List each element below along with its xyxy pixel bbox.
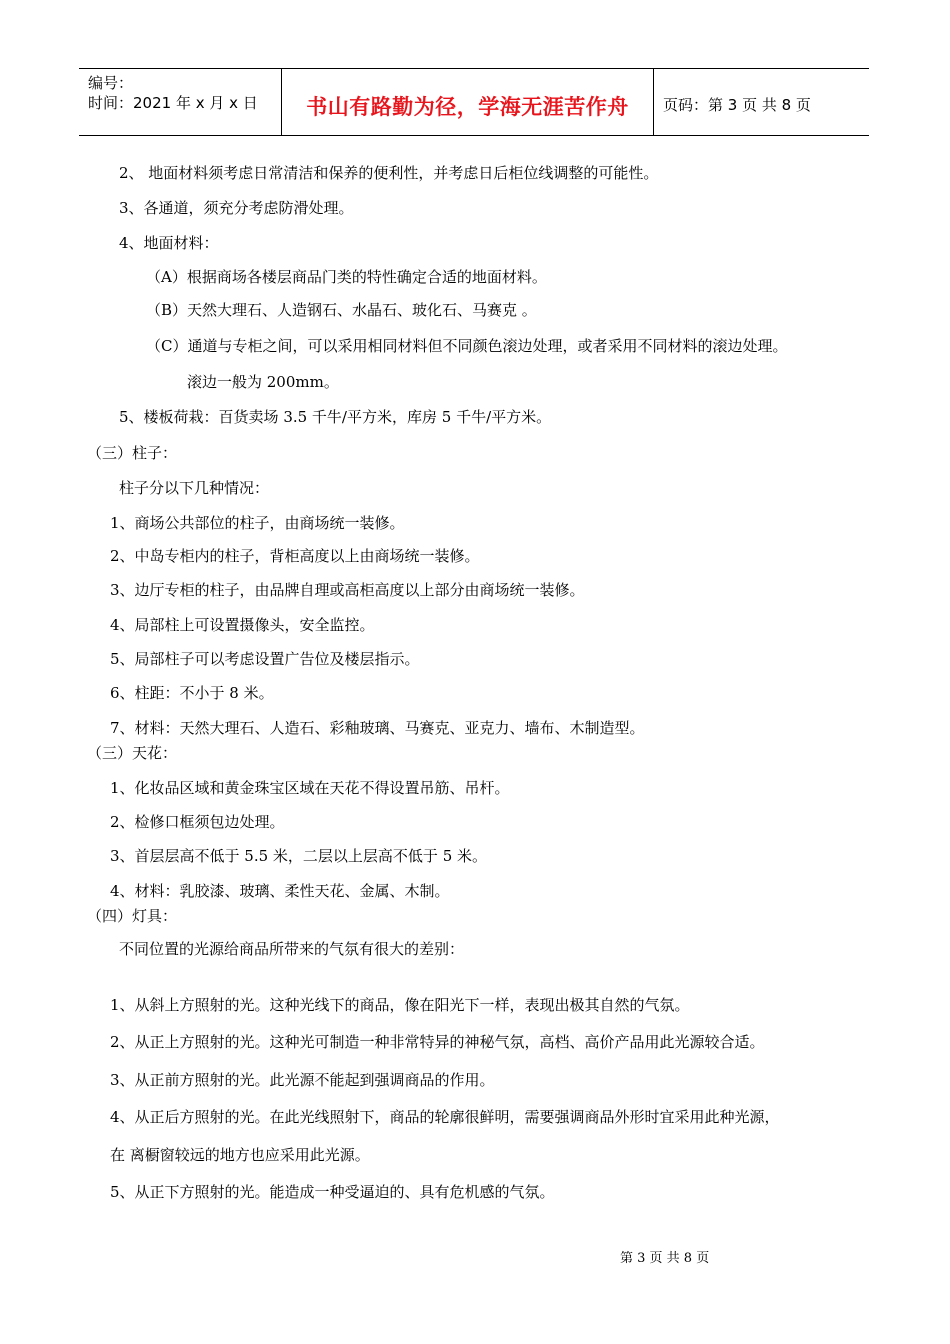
text-line: 7、材料：天然大理石、人造石、彩釉玻璃、马赛克、亚克力、墙布、木制造型。 bbox=[110, 719, 645, 737]
text-line: 4、地面材料： bbox=[119, 234, 219, 252]
time-label: 时间：2021 年 x 月 x 日 bbox=[88, 94, 258, 112]
text-line: 5、楼板荷栽：百货卖场 3.5 千牛/平方米，库房 5 千牛/平方米。 bbox=[119, 408, 552, 426]
header-page-cell bbox=[654, 69, 869, 135]
section-heading: （三）天花： bbox=[87, 744, 178, 762]
text-line: （A）根据商场各楼层商品门类的特性确定合适的地面材料。 bbox=[146, 268, 547, 286]
text-line: 滚边一般为 200mm。 bbox=[187, 373, 339, 391]
text-line: 3、各通道，须充分考虑防滑处理。 bbox=[119, 199, 354, 217]
text-line: 2、检修口框须包边处理。 bbox=[110, 813, 285, 831]
text-line: 3、从正前方照射的光。此光源不能起到强调商品的作用。 bbox=[110, 1071, 495, 1089]
section-heading: （四）灯具： bbox=[87, 907, 178, 925]
header-motto-cell bbox=[282, 69, 654, 135]
text-line: 4、从正后方照射的光。在此光线照射下，商品的轮廓很鲜明，需要强调商品外形时宜采用此种光源， bbox=[110, 1108, 780, 1126]
header-info-cell bbox=[79, 69, 282, 135]
text-line: 3、首层层高不低于 5.5 米，二层以上层高不低于 5 米。 bbox=[110, 847, 488, 865]
text-line: （C）通道与专柜之间，可以采用相同材料但不同颜色滚边处理，或者采用不同材料的滚边处理。 bbox=[146, 337, 788, 355]
header-table bbox=[79, 68, 869, 136]
motto-text: 书山有路勤为径，学海无涯苦作舟 bbox=[306, 95, 629, 119]
text-line: 柱子分以下几种情况： bbox=[119, 479, 270, 497]
text-line: 5、局部柱子可以考虑设置广告位及楼层指示。 bbox=[110, 650, 420, 668]
text-line: 3、边厅专柜的柱子，由品牌自理或高柜高度以上部分由商场统一装修。 bbox=[110, 581, 585, 599]
text-line: 2、从正上方照射的光。这种光可制造一种非常特异的神秘气氛，高档、高价产品用此光源较合适。 bbox=[110, 1033, 765, 1051]
text-line: 6、柱距：不小于 8 米。 bbox=[110, 684, 274, 702]
number-label: 编号： bbox=[88, 74, 134, 92]
text-line: 1、从斜上方照射的光。这种光线下的商品，像在阳光下一样，表现出极其自然的气氛。 bbox=[110, 996, 690, 1014]
text-line: 在 离橱窗较远的地方也应采用此光源。 bbox=[110, 1146, 370, 1164]
text-line: 1、商场公共部位的柱子，由商场统一装修。 bbox=[110, 514, 405, 532]
text-line: 2、中岛专柜内的柱子，背柜高度以上由商场统一装修。 bbox=[110, 547, 480, 565]
text-line: 5、从正下方照射的光。能造成一种受逼迫的、具有危机感的气氛。 bbox=[110, 1183, 555, 1201]
page-code: 页码：第 3 页 共 8 页 bbox=[663, 96, 811, 114]
text-line: 不同位置的光源给商品所带来的气氛有很大的差别： bbox=[119, 940, 465, 958]
text-line: 4、材料：乳胶漆、玻璃、柔性天花、金属、木制。 bbox=[110, 882, 450, 900]
page-footer: 第 3 页 共 8 页 bbox=[620, 1251, 710, 1266]
text-line: 4、局部柱上可设置摄像头，安全监控。 bbox=[110, 616, 375, 634]
text-line: 1、化妆品区域和黄金珠宝区域在天花不得设置吊筋、吊杆。 bbox=[110, 779, 510, 797]
text-line: （B）天然大理石、人造钢石、水晶石、玻化石、马赛克 。 bbox=[146, 301, 537, 319]
section-heading: （三）柱子： bbox=[87, 444, 178, 462]
text-line: 2、 地面材料须考虑日常清洁和保养的便利性，并考虑日后柜位线调整的可能性。 bbox=[119, 164, 659, 182]
